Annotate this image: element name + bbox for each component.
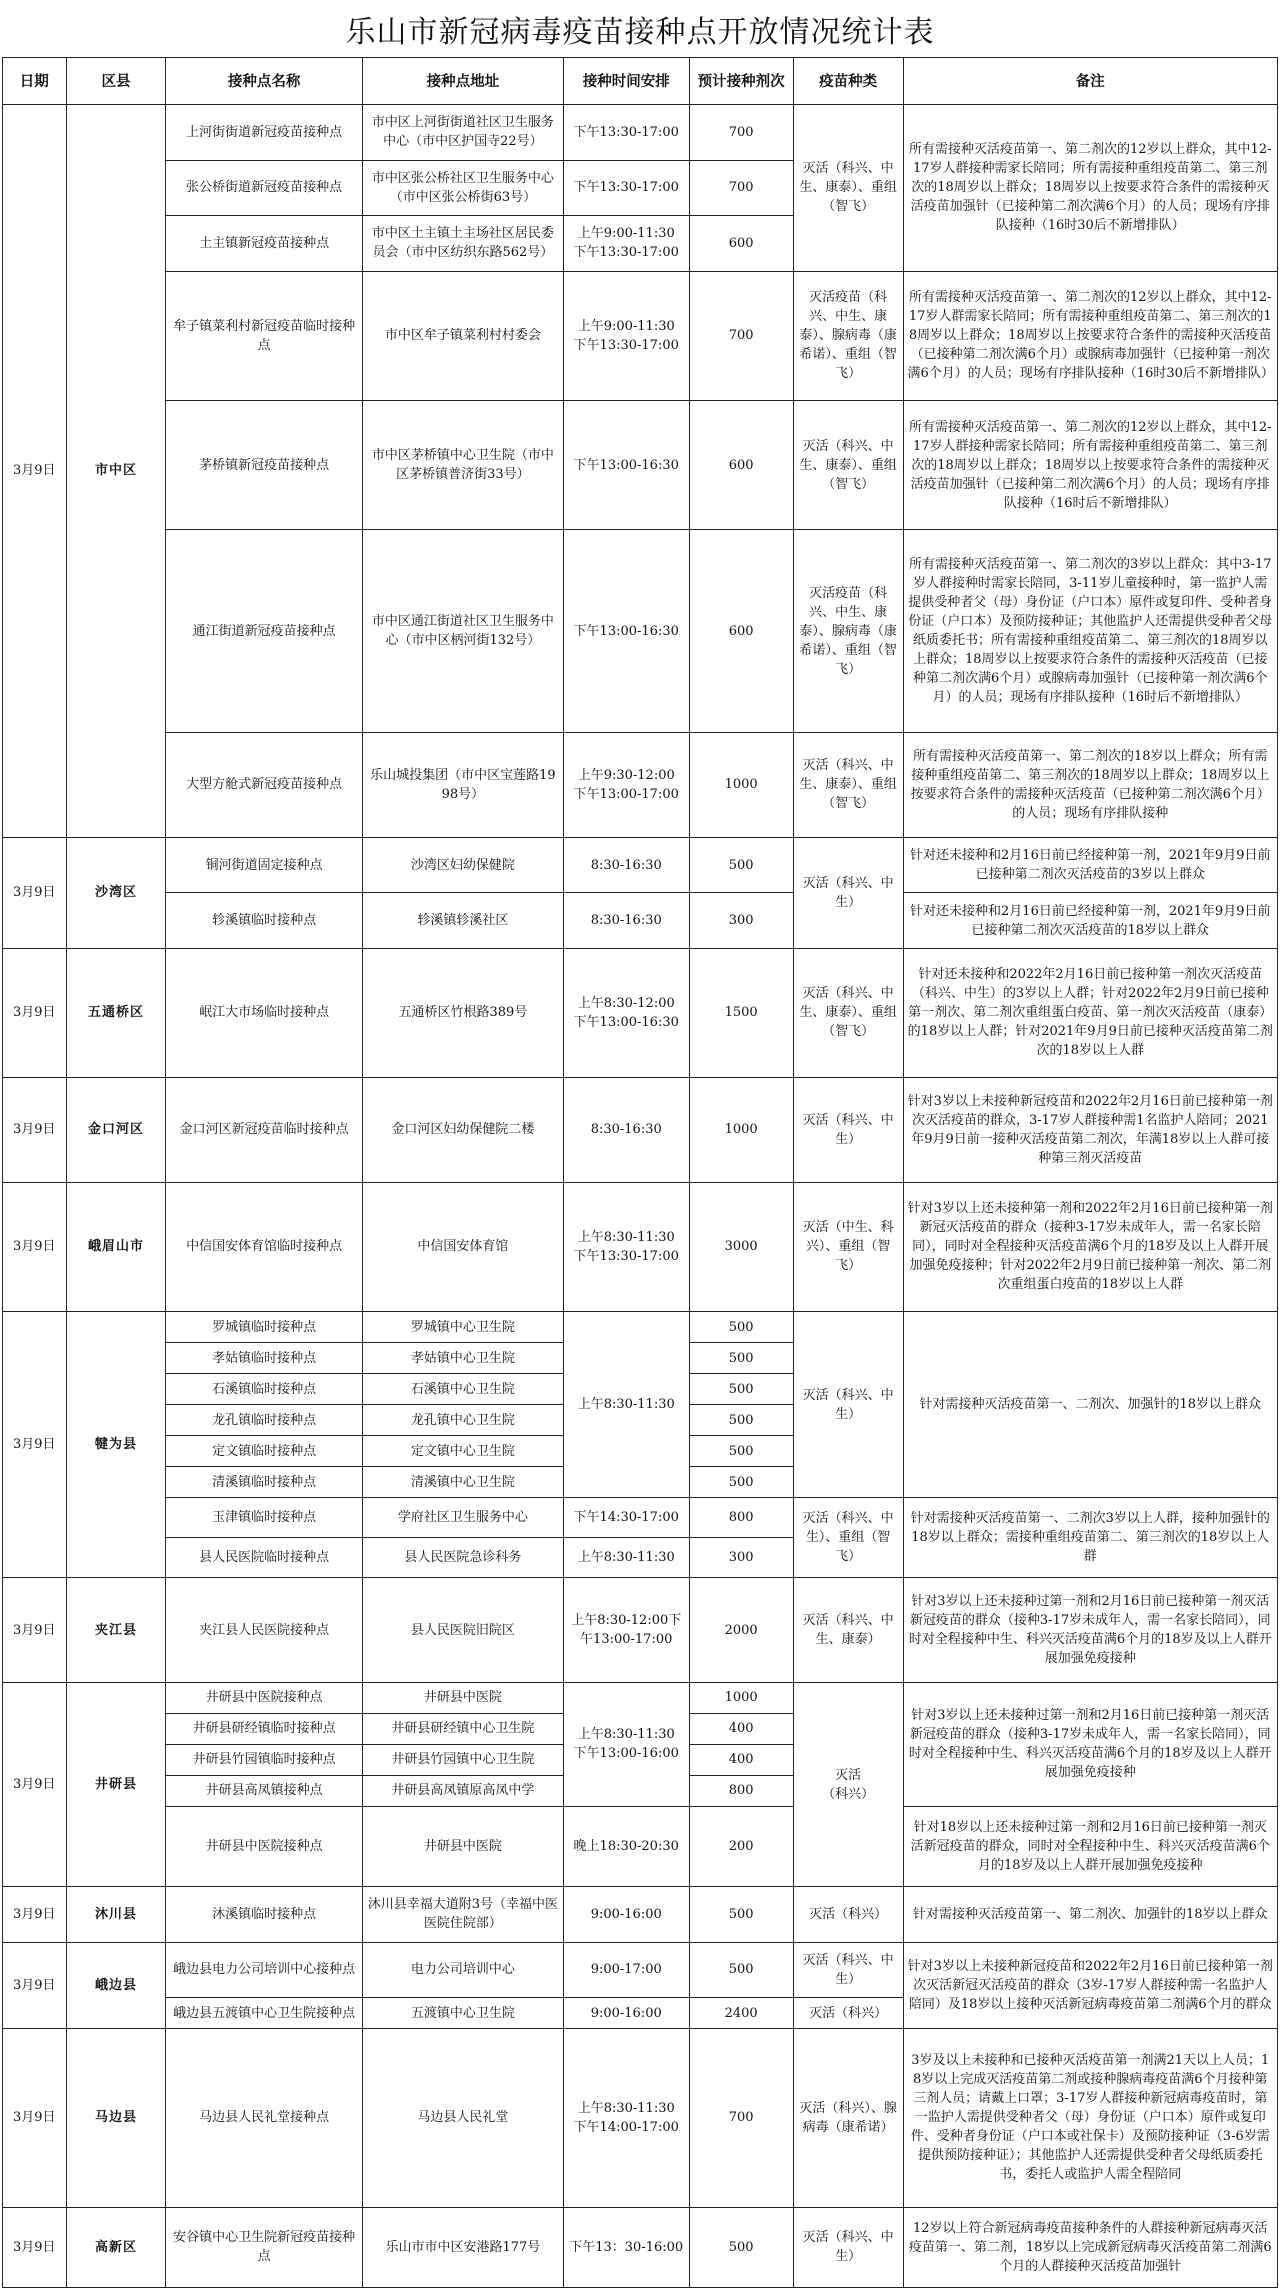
date-cell: 3月9日 xyxy=(3,1578,67,1683)
table-row xyxy=(3,948,1278,1077)
doses-cell: 500 xyxy=(689,837,793,893)
vaccine-cell: 灭活（科兴、中生） xyxy=(793,1078,903,1183)
address-cell: 石溪镇中心卫生院 xyxy=(362,1374,563,1405)
address-cell: 五通桥区竹根路389号 xyxy=(362,948,563,1077)
note-cell: 针对3岁以上还未接种第一剂和2022年2月16日前已接种第一剂新冠灭活疫苗的群众（接种3-17岁未成年人，需一名家长陪同），同时对全程接种灭活疫苗满6个月的18岁及以上人群开展加强免疫接种；针对2022年2月9日前已接种第一剂次、第二剂次重组蛋白疫苗的18岁以上人群 xyxy=(903,1182,1277,1311)
doses-cell: 1000 xyxy=(689,1078,793,1183)
header-doses: 预计接种剂次 xyxy=(689,58,793,105)
site-name-cell: 井研县高凤镇接种点 xyxy=(166,1775,363,1806)
doses-cell: 500 xyxy=(689,1436,793,1467)
site-name-cell: 峨边县五渡镇中心卫生院接种点 xyxy=(166,1998,363,2029)
address-cell: 井研县中医院 xyxy=(362,1807,563,1887)
date-cell: 3月9日 xyxy=(3,1078,67,1183)
table-row xyxy=(3,530,1278,733)
date-cell: 3月9日 xyxy=(3,837,67,948)
doses-cell: 800 xyxy=(689,1498,793,1538)
site-name-cell: 石溪镇临时接种点 xyxy=(166,1374,363,1405)
address-cell: 井研县竹园镇中心卫生院 xyxy=(362,1744,563,1775)
site-name-cell: 茅桥镇新冠疫苗接种点 xyxy=(166,400,363,529)
table-row xyxy=(3,400,1278,529)
address-cell: 孝姑镇中心卫生院 xyxy=(362,1343,563,1374)
table-row xyxy=(3,2207,1278,2287)
doses-cell: 700 xyxy=(689,105,793,161)
doses-cell: 600 xyxy=(689,216,793,272)
address-cell: 定文镇中心卫生院 xyxy=(362,1436,563,1467)
table-row xyxy=(3,1578,1278,1683)
vaccine-cell: 灭活疫苗（科兴、中生、康泰）、腺病毒（康希诺）、重组（智飞） xyxy=(793,271,903,400)
date-cell: 3月9日 xyxy=(3,2207,67,2287)
vaccine-cell: 灭活（科兴） xyxy=(793,1887,903,1943)
district-cell: 市中区 xyxy=(66,105,166,838)
site-name-cell: 张公桥街道新冠疫苗接种点 xyxy=(166,160,363,216)
district-cell: 犍为县 xyxy=(66,1312,166,1578)
doses-cell: 500 xyxy=(689,2207,793,2287)
time-cell: 下午13:00-16:30 xyxy=(563,400,689,529)
vaccine-cell: 灭活（科兴、中生、康泰） xyxy=(793,1578,903,1683)
vaccine-cell: 灭活（科兴、中生） xyxy=(793,1942,903,1998)
district-cell: 夹江县 xyxy=(66,1578,166,1683)
address-cell: 乐山市市中区安港路177号 xyxy=(362,2207,563,2287)
doses-cell: 400 xyxy=(689,1744,793,1775)
doses-cell: 700 xyxy=(689,160,793,216)
vaccine-cell: 灭活疫苗（科兴、中生、康泰）、腺病毒（康希诺）、重组（智飞） xyxy=(793,530,903,733)
vaccine-cell: 灭活 （科兴） xyxy=(793,1682,903,1886)
doses-cell: 600 xyxy=(689,400,793,529)
table-row xyxy=(3,271,1278,400)
address-cell: 沙湾区妇幼保健院 xyxy=(362,837,563,893)
vaccine-cell: 灭活（科兴） xyxy=(793,1998,903,2029)
address-cell: 县人民医院急诊科务 xyxy=(362,1538,563,1578)
doses-cell: 200 xyxy=(689,1807,793,1887)
doses-cell: 500 xyxy=(689,1312,793,1343)
time-cell: 8:30-16:30 xyxy=(563,837,689,893)
address-cell: 罗城镇中心卫生院 xyxy=(362,1312,563,1343)
time-cell: 上午8:30-11:30 下午13:00-16:00 xyxy=(563,1682,689,1806)
vaccine-cell: 灭活（科兴、中生） xyxy=(793,1312,903,1498)
doses-cell: 2400 xyxy=(689,1998,793,2029)
header-site-name: 接种点名称 xyxy=(166,58,363,105)
doses-cell: 800 xyxy=(689,1775,793,1806)
address-cell: 井研县高凤镇原高凤中学 xyxy=(362,1775,563,1806)
district-cell: 峨边县 xyxy=(66,1942,166,2029)
time-cell: 下午13:30-17:00 xyxy=(563,160,689,216)
date-cell: 3月9日 xyxy=(3,1182,67,1311)
district-cell: 沙湾区 xyxy=(66,837,166,948)
address-cell: 井研县中医院 xyxy=(362,1682,563,1713)
time-cell: 上午8:30-11:30 下午14:00-17:00 xyxy=(563,2029,689,2207)
header-vaccine: 疫苗种类 xyxy=(793,58,903,105)
address-cell: 井研县研经镇中心卫生院 xyxy=(362,1713,563,1744)
date-cell: 3月9日 xyxy=(3,1312,67,1578)
vaccine-cell: 灭活（科兴）、腺病毒（康希诺） xyxy=(793,2029,903,2207)
address-cell: 沐川县幸福大道附3号（幸福中医医院住院部） xyxy=(362,1887,563,1943)
site-name-cell: 井研县中医院接种点 xyxy=(166,1682,363,1713)
address-cell: 市中区茅桥镇中心卫生院（市中区茅桥镇普济街33号） xyxy=(362,400,563,529)
doses-cell: 1500 xyxy=(689,948,793,1077)
note-cell: 针对需接种灭活疫苗第一、第二剂次、加强针的18岁以上群众 xyxy=(903,1887,1277,1943)
note-cell: 针对3岁以上还未接种过第一剂和2月16日前已接种第一剂灭活新冠疫苗的群众（接种3-17岁未成年人，需一名家长陪同），同时对全程接种中生、科兴灭活疫苗满6个月的18岁及以上人群开展加强免疫接种 xyxy=(903,1682,1277,1806)
table-row xyxy=(3,1312,1278,1343)
time-cell: 下午13:00-16:30 xyxy=(563,530,689,733)
note-cell: 针对3岁以上还未接种过第一剂和2月16日前已接种第一剂灭活新冠疫苗的群众（接种3-17岁未成年人，需一名家长陪同），同时对全程接种中生、科兴灭活疫苗满6个月的18岁及以上人群开展加强免疫接种 xyxy=(903,1578,1277,1683)
site-name-cell: 夹江县人民医院接种点 xyxy=(166,1578,363,1683)
note-cell: 针对18岁以上还未接种过第一剂和2月16日前已接种第一剂灭活新冠疫苗的群众，同时对全程接种中生、科兴灭活疫苗满6个月的18岁及以上人群开展加强免疫接种 xyxy=(903,1807,1277,1887)
date-cell: 3月9日 xyxy=(3,1887,67,1943)
time-cell: 上午9:30-12:00 下午13:00-17:00 xyxy=(563,733,689,838)
time-cell: 9:00-16:00 xyxy=(563,1998,689,2029)
address-cell: 市中区通江街道社区卫生服务中心（市中区柄河街132号） xyxy=(362,530,563,733)
site-name-cell: 轸溪镇临时接种点 xyxy=(166,893,363,949)
doses-cell: 500 xyxy=(689,1887,793,1943)
doses-cell: 3000 xyxy=(689,1182,793,1311)
page-title: 乐山市新冠病毒疫苗接种点开放情况统计表 xyxy=(345,15,935,50)
header-time: 接种时间安排 xyxy=(563,58,689,105)
note-cell: 针对3岁以上未接种新冠疫苗和2022年2月16日前已接种第一剂次灭活疫苗的群众，3-17岁人群接种需1名监护人陪同；2021年9月9日前一接种灭活疫苗第二剂次，年满18岁以上人群可接种第三剂灭活疫苗 xyxy=(903,1078,1277,1183)
doses-cell: 1000 xyxy=(689,733,793,838)
site-name-cell: 中信国安体育馆临时接种点 xyxy=(166,1182,363,1311)
site-name-cell: 通江街道新冠疫苗接种点 xyxy=(166,530,363,733)
table-row xyxy=(3,1498,1278,1538)
time-cell: 8:30-16:30 xyxy=(563,1078,689,1183)
time-cell: 9:00-16:00 xyxy=(563,1887,689,1943)
site-name-cell: 罗城镇临时接种点 xyxy=(166,1312,363,1343)
note-cell: 针对需接种灭活疫苗第一、二剂次3岁以上人群，接种加强针的18岁以上群众；需接种重组疫苗第二、第三剂次的18岁以上人群 xyxy=(903,1498,1277,1578)
vaccine-cell: 灭活（科兴、中生） xyxy=(793,837,903,948)
site-name-cell: 沐溪镇临时接种点 xyxy=(166,1887,363,1943)
doses-cell: 700 xyxy=(689,2029,793,2207)
vaccine-cell: 灭活（科兴、中生） xyxy=(793,2207,903,2287)
doses-cell: 300 xyxy=(689,893,793,949)
date-cell: 3月9日 xyxy=(3,2029,67,2207)
doses-cell: 300 xyxy=(689,1538,793,1578)
note-cell: 针对还未接种和2月16日前已经接种第一剂，2021年9月9日前已接种第二剂次灭活疫苗的18岁以上群众 xyxy=(903,893,1277,949)
address-cell: 五渡镇中心卫生院 xyxy=(362,1998,563,2029)
doses-cell: 500 xyxy=(689,1405,793,1436)
time-cell: 上午9:00-11:30 下午13:30-17:00 xyxy=(563,271,689,400)
district-cell: 峨眉山市 xyxy=(66,1182,166,1311)
time-cell: 上午8:30-11:30 xyxy=(563,1538,689,1578)
note-cell: 3岁及以上未接种和已接种灭活疫苗第一剂满21天以上人员；18岁以上完成灭活疫苗第二剂或接种腺病毒疫苗满6个月接种第三剂人员；请戴上口罩；3-17岁人群接种新冠病毒疫苗时，第一监护人需提供受种者父（母）身份证（户口本）原件或复印件、受种者身份证（户口本或社保卡）及预防接种证（3-6岁需提供预防接种证）；其他监护人还需提供受种者父母纸质委托书，委托人或监护人需全程陪同 xyxy=(903,2029,1277,2207)
time-cell: 上午8:30-12:00下午13:00-17:00 xyxy=(563,1578,689,1683)
vaccine-cell: 灭活（科兴、中生、康泰）、重组（智飞） xyxy=(793,400,903,529)
doses-cell: 500 xyxy=(689,1374,793,1405)
district-cell: 井研县 xyxy=(66,1682,166,1886)
time-cell: 上午8:30-11:30 xyxy=(563,1312,689,1498)
vaccine-cell: 灭活（科兴、中生、康泰）、重组（智飞） xyxy=(793,105,903,272)
vaccination-sites-table xyxy=(2,57,1278,2288)
district-cell: 马边县 xyxy=(66,2029,166,2207)
doses-cell: 500 xyxy=(689,1942,793,1998)
district-cell: 高新区 xyxy=(66,2207,166,2287)
vaccine-cell: 灭活（科兴、中生、康泰）、重组（智飞） xyxy=(793,948,903,1077)
site-name-cell: 井研县研经镇临时接种点 xyxy=(166,1713,363,1744)
doses-cell: 600 xyxy=(689,530,793,733)
date-cell: 3月9日 xyxy=(3,105,67,838)
address-cell: 市中区土主镇土主场社区居民委员会（市中区纺织东路562号） xyxy=(362,216,563,272)
table-row xyxy=(3,1682,1278,1713)
vaccine-cell: 灭活（科兴、中生、康泰）、重组（智飞） xyxy=(793,733,903,838)
time-cell: 晚上18:30-20:30 xyxy=(563,1807,689,1887)
table-row xyxy=(3,837,1278,893)
district-cell: 金口河区 xyxy=(66,1078,166,1183)
table-row xyxy=(3,1182,1278,1311)
note-cell: 针对还未接种和2022年2月16日前已接种第一剂次灭活疫苗（科兴、中生）的3岁以上人群；针对2022年2月9日前已接种第一剂次、第二剂次重组蛋白疫苗、第一剂次灭活疫苗（康泰）的18岁以上人群；针对2021年9月9日前已接种灭活疫苗第二剂次的18岁以上人群 xyxy=(903,948,1277,1077)
address-cell: 市中区牟子镇菜利村村委会 xyxy=(362,271,563,400)
site-name-cell: 井研县竹园镇临时接种点 xyxy=(166,1744,363,1775)
note-cell: 针对还未接种和2月16日前已经接种第一剂，2021年9月9日前已接种第二剂次灭活疫苗的3岁以上群众 xyxy=(903,837,1277,893)
table-header-row xyxy=(3,58,1278,105)
site-name-cell: 大型方舱式新冠疫苗接种点 xyxy=(166,733,363,838)
header-date: 日期 xyxy=(3,58,67,105)
note-cell: 针对3岁以上未接种新冠疫苗和2022年2月16日前已接种第一剂次灭活新冠灭活疫苗的群众（3岁-17岁人群接种需一名监护人陪同）及18岁以上接种灭活新冠病毒疫苗第二剂满6个月的群众 xyxy=(903,1942,1277,2029)
note-cell: 12岁以上符合新冠病毒疫苗接种条件的人群接种新冠病毒灭活疫苗第一、第二剂，18岁以上完成新冠病毒灭活疫苗第二剂满6个月的人群接种灭活疫苗加强针 xyxy=(903,2207,1277,2287)
table-row xyxy=(3,1942,1278,1998)
address-cell: 学府社区卫生服务中心 xyxy=(362,1498,563,1538)
vaccine-cell: 灭活（中生、科兴）、重组（智飞） xyxy=(793,1182,903,1311)
site-name-cell: 龙孔镇临时接种点 xyxy=(166,1405,363,1436)
address-cell: 金口河区妇幼保健院二楼 xyxy=(362,1078,563,1183)
date-cell: 3月9日 xyxy=(3,1682,67,1886)
address-cell: 市中区张公桥社区卫生服务中心（市中区张公桥街63号） xyxy=(362,160,563,216)
site-name-cell: 岷江大市场临时接种点 xyxy=(166,948,363,1077)
address-cell: 龙孔镇中心卫生院 xyxy=(362,1405,563,1436)
doses-cell: 500 xyxy=(689,1343,793,1374)
time-cell: 9:00-17:00 xyxy=(563,1942,689,1998)
address-cell: 马边县人民礼堂 xyxy=(362,2029,563,2207)
time-cell: 上午9:00-11:30 下午13:30-17:00 xyxy=(563,216,689,272)
district-cell: 沐川县 xyxy=(66,1887,166,1943)
address-cell: 市中区上河街街道社区卫生服务中心（市中区护国寺22号） xyxy=(362,105,563,161)
note-cell: 所有需接种灭活疫苗第一、第二剂次的12岁以上群众，其中12-17岁人群接种需家长陪同；所有需接种重组疫苗第二、第三剂次的18周岁以上群众；18周岁以上按要求符合条件的需接种灭活疫苗加强针（已接种第二剂次满6个月）的人员；现场有序排队接种（16时30后不新增排队） xyxy=(903,105,1277,272)
date-cell: 3月9日 xyxy=(3,948,67,1077)
doses-cell: 2000 xyxy=(689,1578,793,1683)
site-name-cell: 清溪镇临时接种点 xyxy=(166,1467,363,1498)
header-district: 区县 xyxy=(66,58,166,105)
site-name-cell: 孝姑镇临时接种点 xyxy=(166,1343,363,1374)
date-cell: 3月9日 xyxy=(3,1942,67,2029)
table-row xyxy=(3,1887,1278,1943)
site-name-cell: 马边县人民礼堂接种点 xyxy=(166,2029,363,2207)
table-row xyxy=(3,1078,1278,1183)
time-cell: 下午13：30-16:00 xyxy=(563,2207,689,2287)
time-cell: 下午14:30-17:00 xyxy=(563,1498,689,1538)
site-name-cell: 定文镇临时接种点 xyxy=(166,1436,363,1467)
vaccine-cell: 灭活（科兴、中生）、重组（智飞） xyxy=(793,1498,903,1578)
time-cell: 下午13:30-17:00 xyxy=(563,105,689,161)
time-cell: 8:30-16:30 xyxy=(563,893,689,949)
table-row xyxy=(3,733,1278,838)
doses-cell: 400 xyxy=(689,1713,793,1744)
doses-cell: 700 xyxy=(689,271,793,400)
address-cell: 县人民医院旧院区 xyxy=(362,1578,563,1683)
note-cell: 针对需接种灭活疫苗第一、二剂次、加强针的18岁以上群众 xyxy=(903,1312,1277,1498)
address-cell: 乐山城投集团（市中区宝莲路1998号） xyxy=(362,733,563,838)
site-name-cell: 安谷镇中心卫生院新冠疫苗接种点 xyxy=(166,2207,363,2287)
site-name-cell: 县人民医院临时接种点 xyxy=(166,1538,363,1578)
table-row xyxy=(3,1807,1278,1887)
site-name-cell: 牟子镇菜利村新冠疫苗临时接种点 xyxy=(166,271,363,400)
site-name-cell: 峨边县电力公司培训中心接种点 xyxy=(166,1942,363,1998)
site-name-cell: 金口河区新冠疫苗临时接种点 xyxy=(166,1078,363,1183)
note-cell: 所有需接种灭活疫苗第一、第二剂次的12岁以上群众，其中12-17岁人群接种需家长陪同；所有需接种重组疫苗第二、第三剂次的18周岁以上群众；18周岁以上按要求符合条件的需接种灭活疫苗加强针（已接种第二剂次满6个月）的人员；现场有序排队接种（16时后不新增排队） xyxy=(903,400,1277,529)
note-cell: 所有需接种灭活疫苗第一、第二剂次的3岁以上群众：其中3-17岁人群接种时需家长陪同，3-11岁儿童接种时，第一监护人需提供受种者父（母）身份证（户口本）原件或复印件、受种者身份证（户口本）及预防接种证；其他监护人还需提供受种者父母纸质委托书；所有需接种重组疫苗第二、第三剂次的18周岁以上群众；18周岁以上按要求符合条件的需接种灭活疫苗（已接种第二剂次满6个月）或腺病毒加强针（已接种第一剂次满6个月）的人员；现场有序排队接种（16时后不新增排队） xyxy=(903,530,1277,733)
address-cell: 清溪镇中心卫生院 xyxy=(362,1467,563,1498)
note-cell: 所有需接种灭活疫苗第一、第二剂次的12岁以上群众，其中12-17岁人群需家长陪同；所有需接种重组疫苗第二、第三剂次的18周岁以上群众；18周岁以上按要求符合条件的需接种灭活疫苗（已接种第二剂次满6个月）或腺病毒加强针（已接种第一剂次满6个月）的人员；现场有序排队接种（16时30后不新增排队） xyxy=(903,271,1277,400)
address-cell: 轸溪镇轸溪社区 xyxy=(362,893,563,949)
table-row xyxy=(3,2029,1278,2207)
site-name-cell: 上河街街道新冠疫苗接种点 xyxy=(166,105,363,161)
table-row xyxy=(3,105,1278,161)
address-cell: 电力公司培训中心 xyxy=(362,1942,563,1998)
site-name-cell: 铜河街道固定接种点 xyxy=(166,837,363,893)
site-name-cell: 土主镇新冠疫苗接种点 xyxy=(166,216,363,272)
time-cell: 上午8:30-11:30 下午13:30-17:00 xyxy=(563,1182,689,1311)
doses-cell: 1000 xyxy=(689,1682,793,1713)
district-cell: 五通桥区 xyxy=(66,948,166,1077)
header-address: 接种点地址 xyxy=(362,58,563,105)
header-note: 备注 xyxy=(903,58,1277,105)
table-row xyxy=(3,893,1278,949)
address-cell: 中信国安体育馆 xyxy=(362,1182,563,1311)
site-name-cell: 井研县中医院接种点 xyxy=(166,1807,363,1887)
note-cell: 所有需接种灭活疫苗第一、第二剂次的18岁以上群众；所有需接种重组疫苗第二、第三剂次的18周岁以上群众；18周岁以上按要求符合条件的需接种灭活疫苗（已接种第二剂次满6个月）的人员；现场有序排队接种 xyxy=(903,733,1277,838)
doses-cell: 500 xyxy=(689,1467,793,1498)
time-cell: 上午8:30-12:00 下午13:00-16:30 xyxy=(563,948,689,1077)
site-name-cell: 玉津镇临时接种点 xyxy=(166,1498,363,1538)
